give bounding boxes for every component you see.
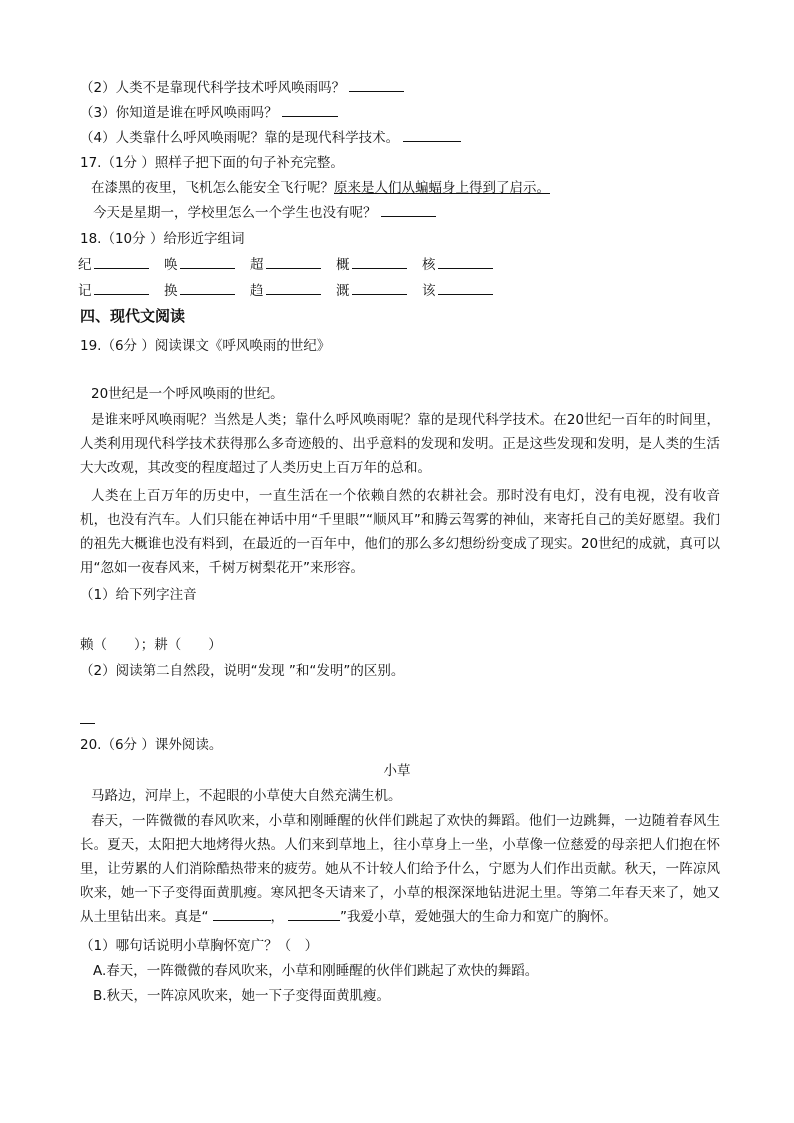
q17-task (93, 201, 436, 225)
q17-example (91, 176, 550, 200)
char: 纪 (78, 257, 92, 273)
q19-passage-p3: 人类在上百万年的历史中，一直生活在一个依赖自然的农耕社会。那时没有电灯，没有电视，没有收音机，也没有汽车。人们只能在神话中用“千里眼”“顺风耳”和腾云驾雾的神仙，来寄托自己的美好愿望。我们的祖先大概谁也没有料到，在最近的一百年中，他们的那么多幻想纷纷变成了现实。20世纪的成就，真可以用“忽如一夜春风来，千树万树梨花开”来形容。 (80, 488, 720, 576)
answer-blank[interactable] (213, 906, 271, 921)
q19-header: 19.（6分 ）阅读课文《呼风唤雨的世纪》 (80, 338, 331, 354)
char: 概 (336, 257, 350, 273)
char: 该 (422, 283, 436, 299)
answer-blank[interactable] (352, 280, 407, 295)
q20-passage-p1: 马路边，河岸上，不起眼的小草使大自然充满生机。 (91, 788, 402, 804)
q16-sub2 (80, 76, 404, 100)
q20-p2-comma: ， (270, 909, 284, 925)
char: 换 (164, 283, 178, 299)
answer-blank[interactable] (438, 254, 493, 269)
answer-blank[interactable] (349, 77, 404, 92)
char: 超 (250, 257, 264, 273)
q20-option-a[interactable]: A.春天，一阵微微的春风吹来，小草和刚睡醒的伙伴们跳起了欢快的舞蹈。 (93, 963, 539, 979)
q20-option-b[interactable]: B.秋天，一阵凉风吹来，她一下子变得面黄肌瘦。 (93, 988, 391, 1004)
q17-header: 17.（1分 ）照样子把下面的句子补充完整。 (80, 155, 344, 171)
word-cell (164, 253, 250, 277)
answer-blank[interactable] (282, 102, 338, 117)
word-cell (422, 279, 508, 303)
char: 记 (78, 283, 92, 299)
q18-row-1 (78, 253, 508, 277)
section-heading: 四、现代文阅读 (80, 307, 186, 325)
word-cell (250, 253, 336, 277)
answer-blank[interactable] (288, 906, 340, 921)
q19-pinyin-task: 赖（ ）；耕（ ） (80, 637, 222, 653)
answer-blank[interactable] (381, 202, 436, 217)
q16-sub3 (80, 101, 338, 125)
word-cell (250, 279, 336, 303)
char: 溉 (336, 283, 350, 299)
q16-sub3-text: （3）你知道是谁在呼风唤雨吗？ (80, 105, 278, 121)
q20-p2-end: ”我爱小草，爱她强大的生命力和宽广的胸怀。 (340, 909, 617, 925)
q19-sub1: （1）给下列字注音 (80, 587, 197, 603)
q16-sub4 (80, 126, 461, 150)
q18-row-2 (78, 279, 508, 303)
q20-title: 小草 (383, 763, 411, 779)
q19-passage-p2: 是谁来呼风唤雨呢？当然是人类；靠什么呼风唤雨呢？靠的是现代科学技术。在20世纪一百年的时间里，人类利用现代科学技术获得那么多奇迹般的、出乎意料的发现和发明。正是这些发现和发明，是人类的生活大大改观，其改变的程度超过了人类历史上百万年的总和。 (80, 412, 720, 476)
q19-sub2: （2）阅读第二自然段，说明“发现 ”和“发明”的区别。 (80, 663, 405, 679)
q20-sub1: （1）哪句话说明小草胸怀宽广？（ ） (80, 938, 319, 954)
q20-p2-text: 春天，一阵微微的春风吹来，小草和刚睡醒的伙伴们跳起了欢快的舞蹈。他们一边跳舞，一边随着春风生长。夏天，太阳把大地烤得火热。人们来到草地上，往小草身上一坐，小草像一位慈爱的母亲把人们抱在怀里，让劳累的人们消除酷热带来的疲劳。她从不计较人们给予什么，宁愿为人们作出贡献。秋天，一阵凉风吹来，她一下子变得面黄肌瘦。寒风把冬天请来了，小草的根深深地钻进泥土里。等第二年春天来了，她又从土里钻出来。真是“ (80, 813, 720, 925)
q20-header: 20.（6分 ）课外阅读。 (80, 737, 223, 753)
q19-passage-p1: 20世纪是一个呼风唤雨的世纪。 (91, 386, 284, 402)
answer-blank[interactable] (94, 254, 149, 269)
char: 唤 (164, 257, 178, 273)
answer-line[interactable] (80, 723, 95, 724)
q16-sub2-text: （2）人类不是靠现代科学技术呼风唤雨吗？ (80, 80, 346, 96)
word-cell (422, 253, 508, 277)
word-cell (164, 279, 250, 303)
answer-blank[interactable] (94, 280, 149, 295)
answer-blank[interactable] (266, 280, 321, 295)
answer-blank[interactable] (403, 127, 461, 142)
q20-passage-p2 (80, 809, 720, 929)
q18-header: 18.（10分 ）给形近字组词 (80, 231, 245, 247)
answer-blank[interactable] (180, 280, 235, 295)
word-cell (78, 253, 164, 277)
answer-blank[interactable] (180, 254, 235, 269)
answer-blank[interactable] (352, 254, 407, 269)
q17-example-question: 在漆黑的夜里，飞机怎么能安全飞行呢？ (91, 180, 334, 196)
q16-sub4-text: （4）人类靠什么呼风唤雨呢？靠的是现代科学技术。 (80, 130, 400, 146)
word-cell (78, 279, 164, 303)
answer-blank[interactable] (266, 254, 321, 269)
q17-task-text: 今天是星期一，学校里怎么一个学生也没有呢？ (93, 205, 377, 221)
word-cell (336, 279, 422, 303)
char: 趋 (250, 283, 264, 299)
q17-example-answer: 原来是人们从蝙蝠身上得到了启示。 (334, 180, 550, 196)
answer-blank[interactable] (438, 280, 493, 295)
char: 核 (422, 257, 436, 273)
word-cell (336, 253, 422, 277)
